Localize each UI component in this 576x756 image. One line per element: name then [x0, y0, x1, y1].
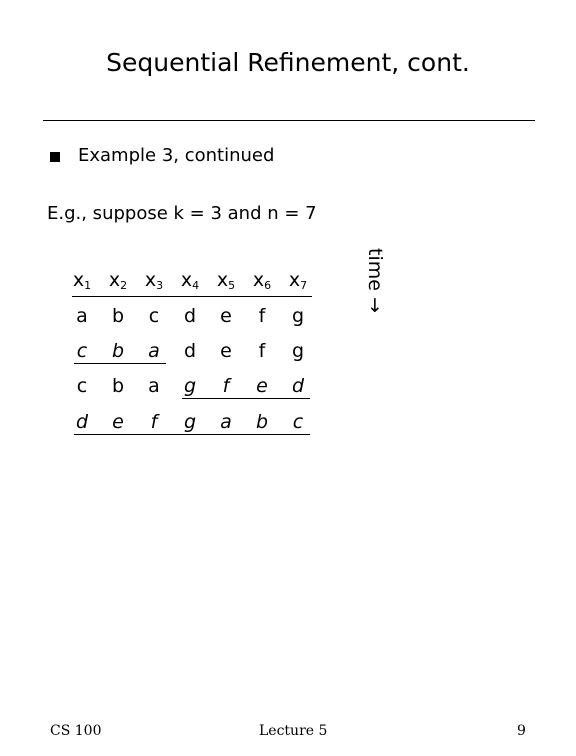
header-underline — [72, 296, 312, 297]
table-cell: b — [255, 411, 269, 433]
table-cell: f — [258, 305, 266, 327]
table-cell: g — [183, 411, 197, 433]
table-cell: a — [148, 340, 160, 362]
column-header-x3 — [136, 268, 172, 298]
row-underline — [74, 363, 166, 364]
column-header-base: x — [144, 269, 157, 291]
column-header-x4 — [172, 268, 208, 298]
column-header-x2 — [100, 268, 136, 298]
column-header-subscript: 1 — [84, 279, 92, 292]
column-header-subscript: 4 — [192, 279, 200, 292]
time-label: time → — [364, 248, 386, 313]
example-intro: E.g., suppose k = 3 and n = 7 — [47, 203, 317, 224]
table-cell: b — [111, 340, 125, 362]
column-header-x5 — [208, 268, 244, 298]
table-cell: c — [76, 340, 88, 362]
table-cell: c — [148, 305, 160, 327]
table-cell: c — [292, 411, 304, 433]
column-header-base: x — [288, 269, 301, 291]
column-header-subscript: 6 — [264, 279, 272, 292]
slide-title: Sequential Refinement, cont. — [106, 48, 470, 77]
column-header-base: x — [252, 269, 265, 291]
column-header-subscript: 3 — [156, 279, 164, 292]
column-header-subscript: 7 — [300, 279, 308, 292]
column-header-subscript: 2 — [120, 279, 128, 292]
table-cell: g — [291, 305, 305, 327]
footer-lecture: Lecture 5 — [259, 723, 328, 739]
row-underline — [74, 434, 310, 435]
table-cell: b — [111, 305, 125, 327]
table-cell: f — [222, 375, 230, 397]
table-cell: c — [76, 375, 88, 397]
footer-page-number: 9 — [517, 723, 526, 739]
column-header-base: x — [108, 269, 121, 291]
table-cell: d — [291, 375, 305, 397]
table-cell: a — [76, 305, 88, 327]
table-cell: d — [183, 305, 197, 327]
table-cell: g — [291, 340, 305, 362]
column-header-x1 — [64, 268, 100, 298]
column-header-subscript: 5 — [228, 279, 236, 292]
bullet-text: Example 3, continued — [78, 145, 275, 166]
table-cell: f — [150, 411, 158, 433]
title-divider — [43, 120, 535, 121]
bullet-marker — [50, 152, 60, 162]
table-cell: g — [183, 375, 197, 397]
table-cell: f — [258, 340, 266, 362]
table-cell: d — [183, 340, 197, 362]
table-cell: e — [256, 375, 268, 397]
column-header-base: x — [72, 269, 85, 291]
table-cell: e — [220, 305, 232, 327]
column-header-x7 — [280, 268, 316, 298]
table-cell: b — [111, 375, 125, 397]
column-header-base: x — [216, 269, 229, 291]
table-cell: e — [112, 411, 124, 433]
table-cell: d — [75, 411, 89, 433]
table-cell: a — [220, 411, 232, 433]
column-header-x6 — [244, 268, 280, 298]
table-cell: e — [220, 340, 232, 362]
footer-course: CS 100 — [50, 723, 102, 739]
column-header-base: x — [180, 269, 193, 291]
row-underline — [182, 398, 310, 399]
table-cell: a — [148, 375, 160, 397]
